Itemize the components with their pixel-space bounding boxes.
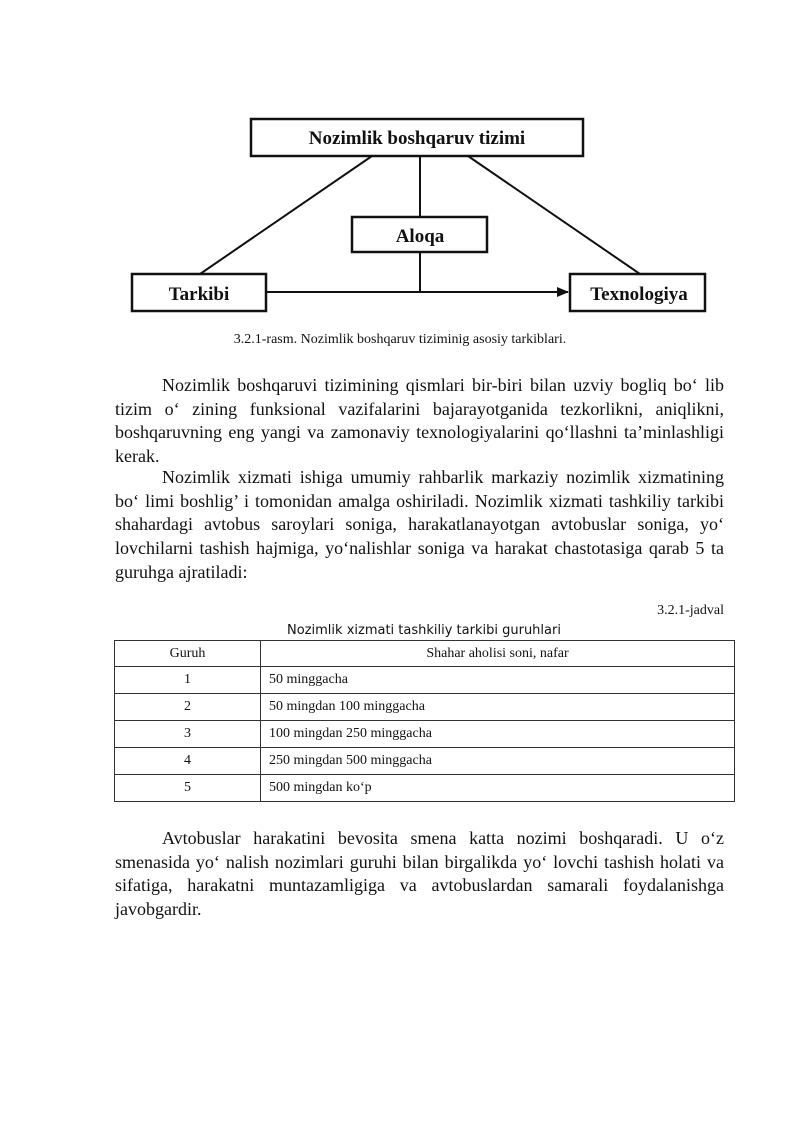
middle-box-label: Aloqa	[395, 226, 445, 247]
paragraph	[115, 466, 724, 585]
cell-population: 500 mingdan ko‘p	[261, 775, 735, 802]
connector-line	[468, 156, 640, 274]
header-group: Guruh	[115, 641, 261, 667]
cell-population: 250 mingdan 500 minggacha	[261, 748, 735, 775]
cell-group: 2	[115, 694, 261, 721]
top-box-label: Nozimlik boshqaruv tizimi	[308, 128, 526, 149]
table-row	[115, 694, 735, 721]
connector-line	[200, 156, 372, 274]
paragraph	[115, 827, 724, 922]
paragraph-text: Avtobuslar harakatini bevosita smena katta nozimi boshqaradi. U o‘z smenasida yo‘ nalish nozimlari guruhi bilan birgalikda yo‘ lovchi tashish holati va sifatiga, harakatni muntazamligiga va avtobuslardan samarali foydalanishga javobgardir.	[115, 828, 724, 920]
cell-group: 5	[115, 775, 261, 802]
table-header-row	[115, 641, 735, 667]
paragraph-text: Nozimlik xizmati ishiga umumiy rahbarlik markaziy nozimlik xizmatining bo‘ limi boshlig’ i tomonidan amalga oshiriladi. Nozimlik xizmati tashkiliy tarkibi shahardagi avtobus saroylari soniga, harakatlanayotgan avtobuslar soniga, yo‘ lovchilarni tashish hajmiga, yo‘nalishlar soniga va harakat chastotasiga qarab 5 ta guruhga ajratiladi:	[115, 467, 724, 582]
table-row	[115, 667, 735, 694]
table-label: 3.2.1-jadval	[657, 603, 724, 618]
table-title: Nozimlik xizmati tashkiliy tarkibi guruhlari	[287, 623, 561, 638]
left-box-label: Tarkibi	[168, 284, 230, 305]
cell-group: 4	[115, 748, 261, 775]
cell-population: 100 mingdan 250 minggacha	[261, 721, 735, 748]
groups-table	[114, 640, 735, 802]
figure-caption: 3.2.1-rasm. Nozimlik boshqaruv tiziminig asosiy tarkiblari.	[233, 332, 567, 347]
table-row	[115, 748, 735, 775]
right-box-label: Texnologiya	[590, 284, 688, 305]
paragraph-text: Nozimlik boshqaruvi tizimining qismlari bir-biri bilan uzviy bogliq bo‘ lib tizim o‘ zining funksional vazifalarini bajarayotganida tezkorlikni, aniqlikni, boshqaruvning eng yangi va zamonaviy texnologiyalarini qo‘llashni ta’minlashligi kerak.	[115, 375, 724, 467]
cell-group: 1	[115, 667, 261, 694]
table-row	[115, 721, 735, 748]
structure-diagram	[0, 0, 800, 330]
cell-population: 50 mingdan 100 minggacha	[261, 694, 735, 721]
cell-population: 50 minggacha	[261, 667, 735, 694]
cell-group: 3	[115, 721, 261, 748]
table-row	[115, 775, 735, 802]
paragraph	[115, 374, 724, 469]
header-population: Shahar aholisi soni, nafar	[261, 641, 735, 667]
